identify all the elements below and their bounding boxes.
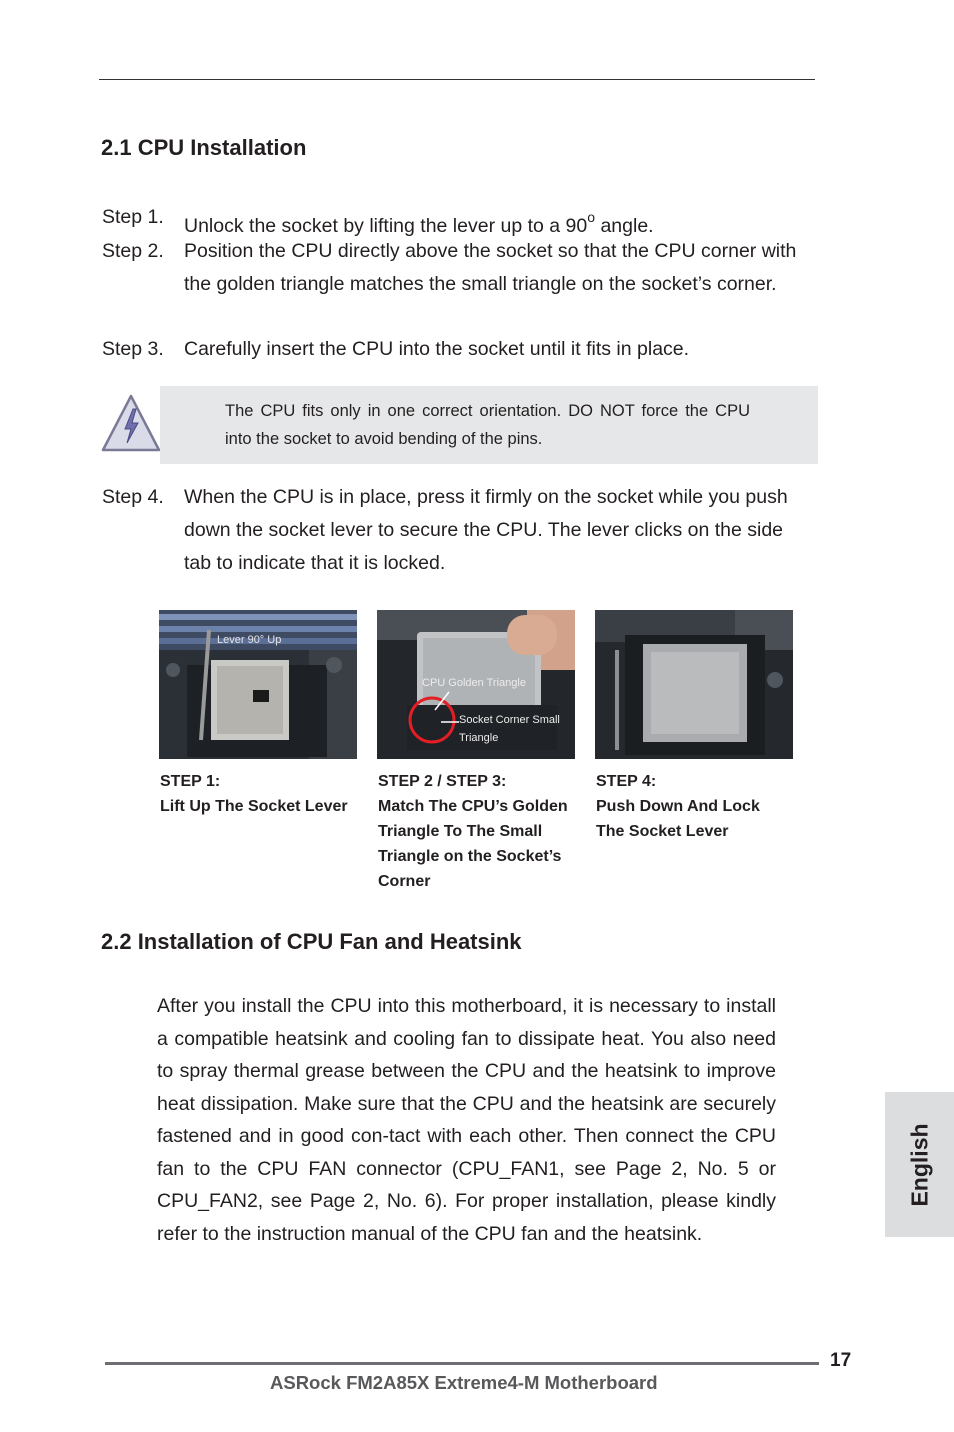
- cpu-locked-image: [595, 610, 793, 759]
- socket-lever-up-image: [159, 610, 357, 759]
- caption-step-2-3: STEP 2 / STEP 3: Match The CPU’s Golden Triangle To The Small Triangle on the Socket’s Corner: [378, 773, 568, 890]
- photo-step-2-3: [377, 610, 575, 759]
- step-2: [102, 235, 822, 334]
- step-number: Step 2.: [102, 240, 164, 262]
- photo-overlay-label: CPU Golden Triangle: [422, 677, 526, 689]
- header-rule: [99, 79, 815, 80]
- page-number: 17: [830, 1350, 852, 1371]
- caption-step-1: STEP 1: Lift Up The Socket Lever: [160, 773, 348, 815]
- photo-overlay-label: Triangle: [459, 732, 499, 744]
- step-number: Step 4.: [102, 486, 164, 508]
- language-tab-label: English: [906, 1122, 932, 1207]
- footer-product: ASRock FM2A85X Extreme4-M Motherboard: [270, 1372, 658, 1393]
- step-text: Unlock the socket by lifting the lever up to a 90$^o$ angle.: [184, 209, 654, 237]
- footer-rule: [105, 1362, 819, 1365]
- photo-overlay-label: Socket Corner Small: [459, 714, 560, 726]
- note-text: The CPU fits only in one correct orientation. DO NOT force the CPU into the socket to avoid bending of the pins.: [225, 402, 750, 448]
- caption-step-4: STEP 4: Push Down And Lock The Socket Lever: [596, 773, 760, 840]
- photo-step-4: [595, 610, 793, 759]
- heatsink-paragraph: After you install the CPU into this motherboard, it is necessary to install a compatible heatsink and cooling fan to dissipate heat. You also need to spray thermal grease between the CPU and the heatsink to improve heat dissipation. Make sure that the CPU and the heatsink are securely fastened and in good con-tact with each other. Then connect the CPU fan to the CPU FAN connector (CPU_FAN1, see Page 2, No. 5 or CPU_FAN2, see Page 2, No. 6). For proper installation, please kindly refer to the instruction manual of the CPU fan and the heatsink.: [157, 995, 776, 1245]
- step-text: Carefully insert the CPU into the socket until it fits in place.: [184, 338, 690, 360]
- step-text: When the CPU is in place, press it firmly on the socket while you push down the socket lever to secure the CPU. The lever clicks on the side tab to indicate that it is locked.: [184, 486, 788, 574]
- section-title-fan-heatsink: 2.2 Installation of CPU Fan and Heatsink: [101, 929, 522, 954]
- warning-triangle-icon: [100, 393, 162, 455]
- photo-step-1: [159, 610, 357, 759]
- step-1: [102, 201, 822, 237]
- photo-overlay-label: Lever 90° Up: [217, 634, 282, 646]
- step-3: [102, 333, 822, 366]
- step-number: Step 3.: [102, 338, 164, 360]
- step-text: Position the CPU directly above the socket so that the CPU corner with the golden triangle matches the small triangle on the socket’s corner.: [184, 240, 797, 295]
- step-number: Step 1.: [102, 206, 164, 228]
- section-title-cpu-installation: 2.1 CPU Installation: [101, 135, 307, 160]
- step-4: [102, 481, 822, 580]
